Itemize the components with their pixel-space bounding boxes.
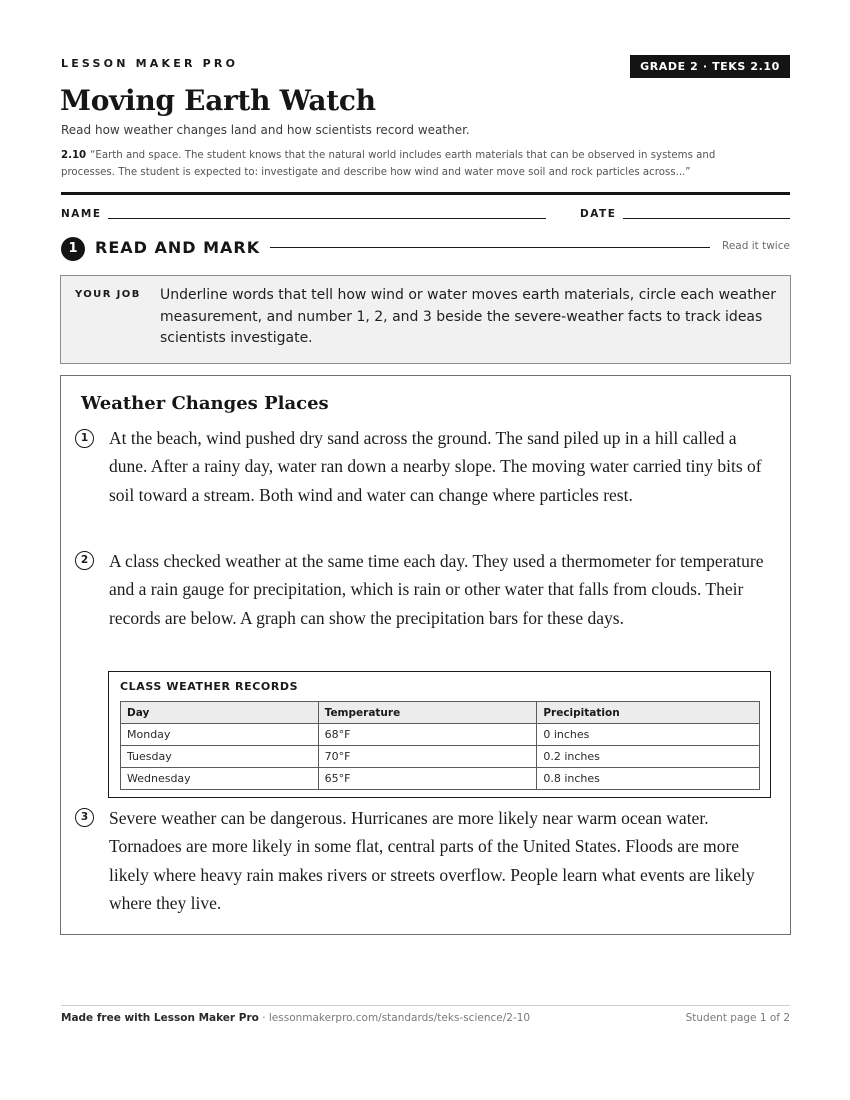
standard-text: “Earth and space. The student knows that the natural world includes earth materials that can be observed in systems and processes. The student is expected to: investigate and describe how wind and water move soil and rock particles across...” [61,150,716,178]
column-header-temperature: Temperature [318,702,537,724]
cell-temperature: 70°F [318,746,537,768]
cell-precipitation: 0.8 inches [537,768,760,790]
footer-separator: · [258,1012,269,1024]
footer-page-number: Student page 1 of 2 [685,1012,790,1024]
standard-code: 2.10 [61,150,87,161]
reading-passage [60,375,791,935]
grade-badge: GRADE 2 · TEKS 2.10 [630,55,790,78]
date-label: DATE [580,208,617,220]
step-title: READ AND MARK [95,238,261,257]
cell-day: Tuesday [121,746,319,768]
step-hint: Read it twice [722,240,790,252]
name-label: NAME [61,208,102,220]
page-title: Moving Earth Watch [60,84,376,117]
reading-title: Weather Changes Places [81,393,329,414]
footer-credit [61,1012,530,1024]
paragraph-number-1: 1 [75,429,94,448]
table-row [121,768,760,790]
standard-statement [61,147,751,181]
paragraph-number-3: 3 [75,808,94,827]
column-header-day: Day [121,702,319,724]
your-job-label: YOUR JOB [75,289,141,300]
name-line[interactable] [108,218,546,219]
table-row [121,724,760,746]
brand-name: LESSON MAKER PRO [61,57,239,70]
paragraph-1: At the beach, wind pushed dry sand across the ground. The sand piled up in a hill called a dune. After a rainy day, water ran down a nearby slope. The moving water carried tiny bits of soil toward a stream. Both wind and water can change where particles rest. [109,428,762,505]
weather-records-table [108,671,771,798]
header-divider [61,192,790,195]
cell-precipitation: 0 inches [537,724,760,746]
table-row [121,746,760,768]
footer-url[interactable]: lessonmakerpro.com/standards/teks-science/2-10 [268,1012,531,1024]
date-line[interactable] [623,218,790,219]
footer-divider [61,1005,790,1006]
cell-precipitation: 0.2 inches [537,746,760,768]
your-job-text: Underline words that tell how wind or water moves earth materials, circle each weather measurement, and number 1, 2, and 3 beside the severe-weather facts to track ideas scientists investigate. [160,287,776,346]
cell-day: Wednesday [121,768,319,790]
paragraph-2: A class checked weather at the same time each day. They used a thermometer for temperature and a rain gauge for precipitation, which is rain or other water that falls from clouds. Their records are below. A graph can show the precipitation bars for these days. [109,551,764,628]
cell-day: Monday [121,724,319,746]
page-subtitle: Read how weather changes land and how scientists record weather. [61,123,470,137]
step-divider [270,247,710,248]
footer-made-with: Made free with Lesson Maker Pro [61,1012,259,1024]
records-grid [120,701,760,790]
your-job-box [60,275,791,364]
column-header-precipitation: Precipitation [537,702,760,724]
paragraph-number-2: 2 [75,551,94,570]
cell-temperature: 68°F [318,724,537,746]
cell-temperature: 65°F [318,768,537,790]
table-header-row [121,702,760,724]
paragraph-3: Severe weather can be dangerous. Hurricanes are more likely near warm ocean water. Tornadoes are more likely in some flat, central parts of the United States. Floods are more likely where heavy rain makes rivers or streets overflow. People learn what events are likely where they live. [109,808,755,913]
step-number-badge: 1 [61,237,85,261]
weather-records-title: CLASS WEATHER RECORDS [120,680,299,693]
